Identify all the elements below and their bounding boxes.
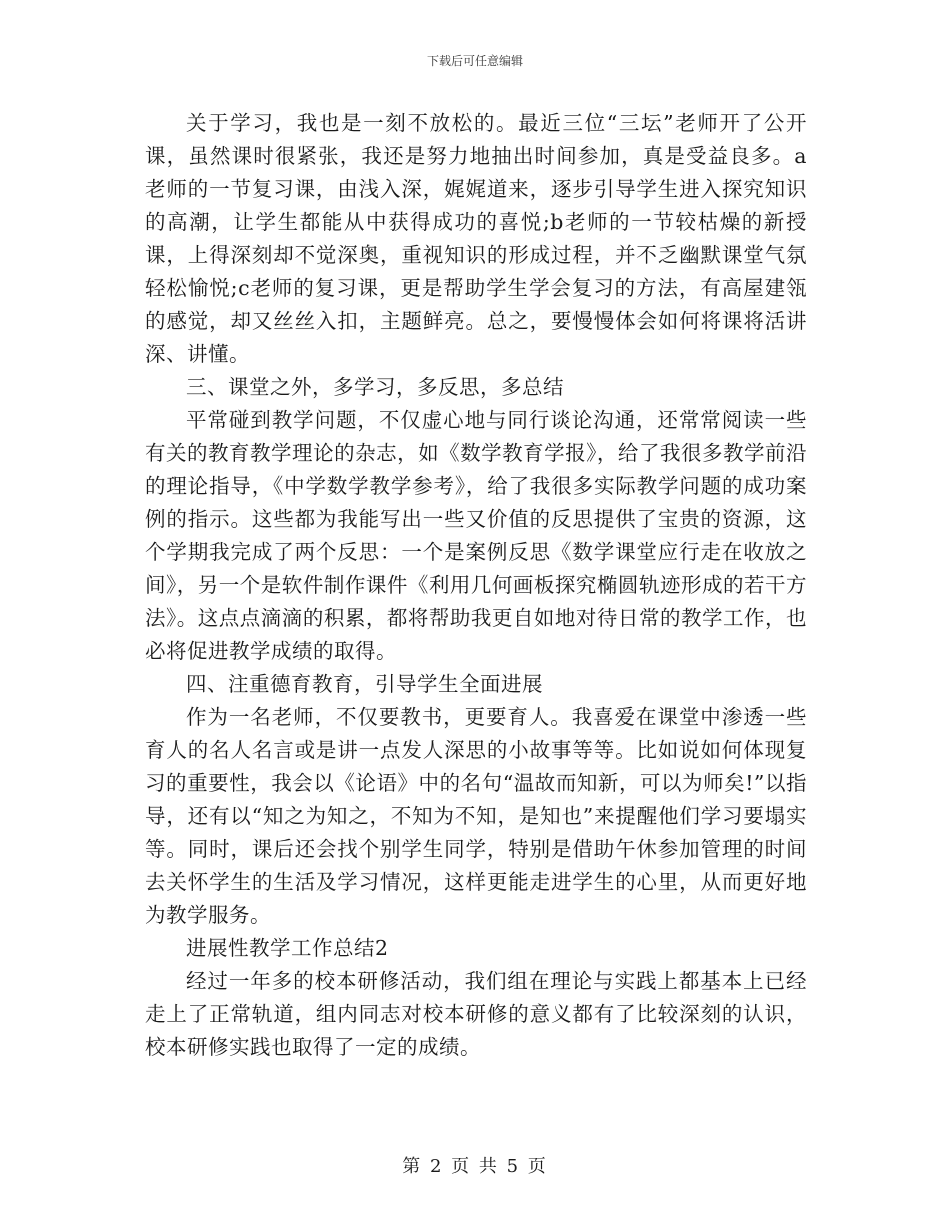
paragraph-study: 关于学习，我也是一刻不放松的。最近三位“三坛”老师开了公开课，虽然课时很紧张，我还是努力地抽出时间参加，真是受益良多。a老师的一节复习课，由浅入深，娓娓道来，逐步引导学生进入探究知识的高潮，让学生都能从中获得成功的喜悦;b老师的一节较枯燥的新授课，上得深刻却不觉深奥，重视知识的形成过程，并不乏幽默课堂气氛轻松愉悦;c老师的复习课，更是帮助学生学会复习的方法，有高屋建瓴的感觉，却又丝丝入扣，主题鲜亮。总之，要慢慢体会如何将课将活讲深、讲懂。 (145, 111, 807, 366)
section-heading-summary-2: 进展性教学工作总结2 (186, 936, 389, 960)
page-number: 第 2 页 共 5 页 (402, 1156, 548, 1177)
document-body (145, 107, 807, 1064)
section-heading-4: 四、注重德育教育，引导学生全面进展 (186, 672, 543, 696)
paragraph-school-research: 经过一年多的校本研修活动，我们组在理论与实践上都基本上已经走上了正常轨道，组内同志对校本研修的意义都有了比较深刻的认识，校本研修实践也取得了一定的成绩。 (145, 969, 807, 1059)
paragraph-reflection: 平常碰到教学问题，不仅虚心地与同行谈论沟通，还常常阅读一些有关的教育教学理论的杂志，如《数学教育学报》，给了我很多教学前沿的理论指导，《中学数学教学参考》，给了我很多实际教学问题的成功案例的指示。这些都为我能写出一些又价值的反思提供了宝贵的资源，这个学期我完成了两个反思：一个是案例反思《数学课堂应行走在收放之间》，另一个是软件制作课件《利用几何画板探究椭圆轨迹形成的若干方法》。这点点滴滴的积累，都将帮助我更自如地对待日常的教学工作，也必将促进教学成绩的取得。 (145, 408, 807, 663)
page-header-note: 下载后可任意编辑 (426, 54, 523, 68)
section-heading-3: 三、课堂之外，多学习，多反思，多总结 (186, 375, 564, 399)
paragraph-moral-education: 作为一名老师，不仅要教书，更要育人。我喜爱在课堂中渗透一些育人的名人名言或是讲一点发人深思的小故事等等。比如说如何体现复习的重要性，我会以《论语》中的名句“温故而知新，可以为师矣!”以指导，还有以“知之为知之，不知为不知，是知也”来提醒他们学习要塌实等。同时，课后还会找个别学生同学，特别是借助午休参加管理的时间去关怀学生的生活及学习情况，这样更能走进学生的心里，从而更好地为教学服务。 (145, 705, 807, 927)
